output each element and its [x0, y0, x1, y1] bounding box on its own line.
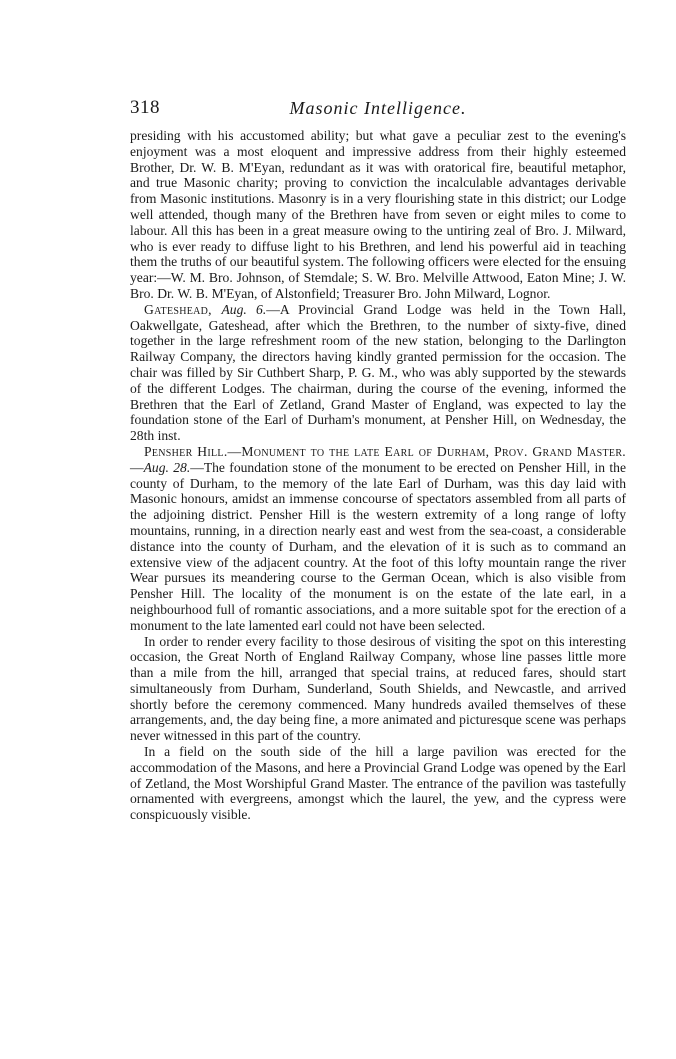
section-heading: Gateshead, — [144, 301, 222, 317]
body-text — [130, 128, 626, 823]
paragraph — [130, 302, 626, 444]
running-title: Masonic Intelligence. — [289, 98, 467, 118]
page-number: 318 — [130, 97, 160, 118]
section-heading: Pensher Hill.—Monument to the late Earl of Durham, Prov. Grand Master. — [144, 443, 626, 459]
paragraph-text: — — [130, 459, 144, 475]
paragraph — [130, 634, 626, 745]
paragraph-text: —A Provincial Grand Lodge was held in the Town Hall, Oakwellgate, Gateshead, after which the Brethren, to the number of sixty-five, dined together in the large refreshment room of the new station, belonging to the Darlington Railway Company, the directors having kindly granted permission for the occasion. The chair was filled by Sir Cuthbert Sharp, P. G. M., who was ably supported by the stewards of the different Lodges. The chairman, during the course of the evening, informed the Brethren that the Earl of Zetland, Grand Master of England, was expected to lay the foundation stone of the Earl of Durham's monument, at Pensher Hill, on Wednesday, the 28th inst. — [130, 301, 627, 444]
date-text: Aug. 6. — [221, 301, 267, 317]
paragraph — [130, 744, 626, 823]
paragraph-text: —The foundation stone of the monument to be erected on Pensher Hill, in the county of Durham, to the memory of the late Earl of Durham, was this day laid with Masonic honours, amidst an immense concourse of spectators assembled from all parts of the adjoining district. Pensher Hill is the western extremity of a long range of lofty mountains, running, in a direction nearly east and west from the sea-coast, a considerable distance into the county of Durham, and the elevation of it is such as to command an extensive view of the adjacent country. At the foot of this lofty mountain range the river Wear pursues its meandering course to the German Ocean, which is also visible from Pensher Hill. The locality of the monument is on the estate of the late earl, in a neighbourhood full of romantic associations, and a more suitable spot for the erection of a monument to the late lamented earl could not have been selected. — [130, 459, 627, 633]
page-header — [130, 96, 626, 120]
paragraph-text: In a field on the south side of the hill a large pavilion was erected for the accommodation of the Masons, and here a Provincial Grand Lodge was opened by the Earl of Zetland, the Most Worshipful Grand Master. The entrance of the pavilion was tastefully ornamented with evergreens, amongst which the laurel, the yew, and the cypress were conspicuously visible. — [130, 744, 626, 823]
paragraph — [130, 128, 626, 302]
date-text: Aug. 28. — [143, 459, 191, 475]
paragraph-text: In order to render every facility to those desirous of visiting the spot on this interesting occasion, the Great North of England Railway Company, whose line passes little more than a mile from the hill, arranged that special trains, at reduced fares, should start simultaneously from Durham, Sunderland, South Shields, and Newcastle, and arrived shortly before the ceremony commenced. Many hundreds availed themselves of these arrangements, and, the day being fine, a more animated and picturesque scene was perhaps never witnessed in this part of the country. — [130, 633, 626, 744]
paragraph — [130, 444, 626, 634]
paragraph-text: presiding with his accustomed ability; but what gave a peculiar zest to the evening's enjoyment was a most eloquent and impressive address from their highly esteemed Brother, Dr. W. B. M'Eyan, redundant as it was with oratorical fire, beautiful metaphor, and true Masonic charity; proving to conviction the incalculable advantages derivable from Masonic institutions. Masonry is in a very flourishing state in this district; our Lodge well attended, though many of the Brethren have from seven or eight miles to come to labour. All this has been in a great measure owing to the untiring zeal of Bro. J. Milward, who is ever ready to diffuse light to his Brethren, and lend his powerful aid in teaching them the truths of our beautiful system. The following officers were elected for the ensuing year:—W. M. Bro. Johnson, of Stemdale; S. W. Bro. Melville Attwood, Eaton Mine; J. W. Bro. Dr. W. B. M'Eyan, of Alstonfield; Treasurer Bro. John Milward, Lognor. — [130, 128, 626, 301]
